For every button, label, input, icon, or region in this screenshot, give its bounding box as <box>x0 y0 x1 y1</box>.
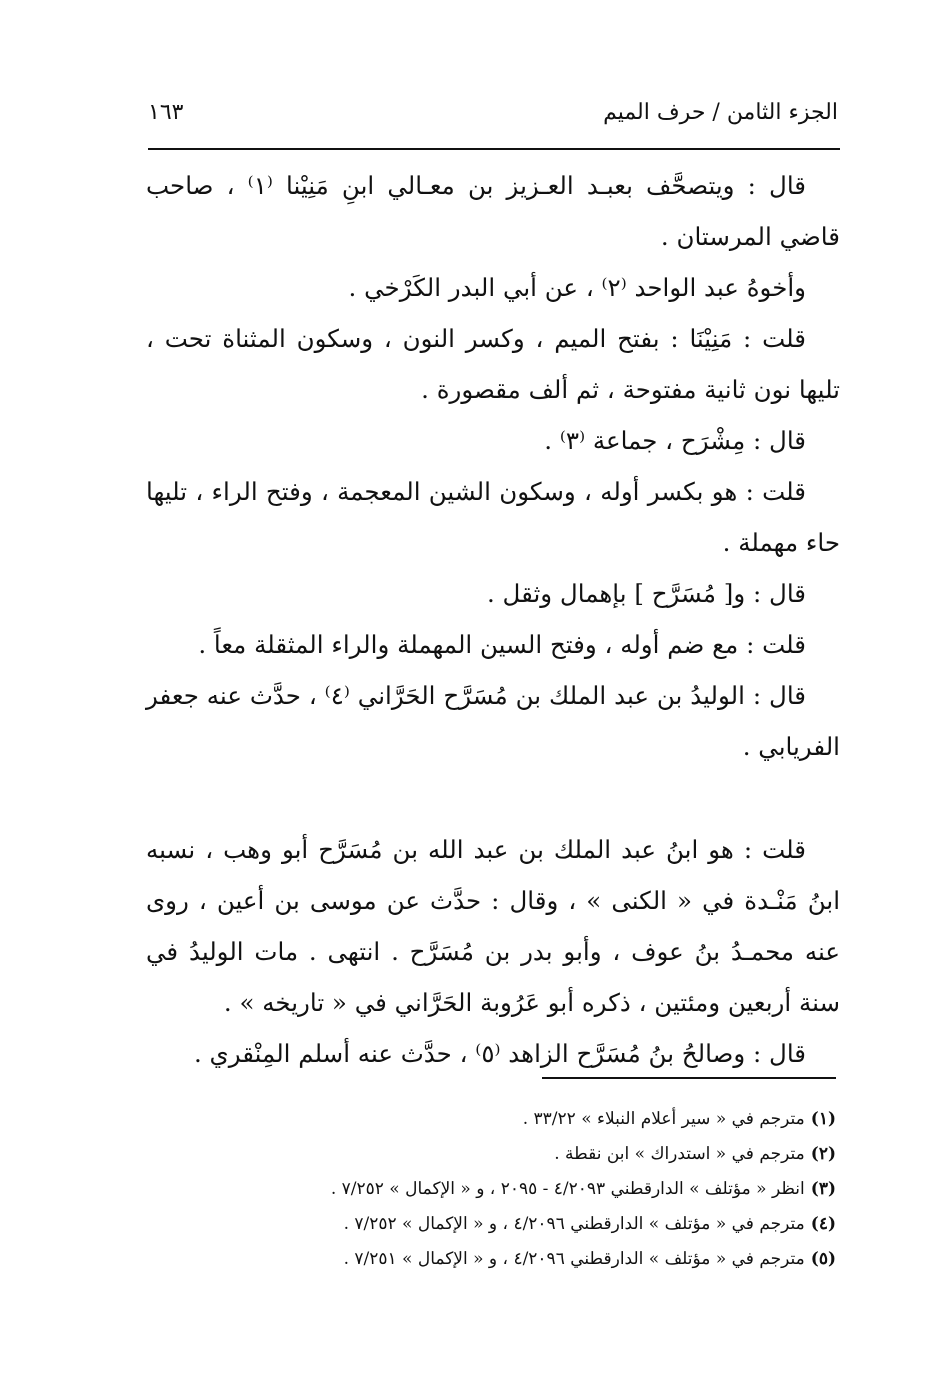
footnote-number: (٤) <box>810 1214 836 1234</box>
footnote-number: (٢) <box>810 1144 836 1164</box>
text-paragraph: قال : وصالحُ بنُ مُسَرَّح الزاهد ⁽٥⁾ ، حدَّث عنه أسلم المِنْقري . <box>193 1039 806 1068</box>
text-paragraph: قال : الوليدُ بن عبد الملك بن مُسَرَّح الحَرَّاني ⁽٤⁾ ، حدَّث عنه جعفر الفريابي . <box>146 681 840 761</box>
text-paragraph: قلت : هو ابنُ عبد الملك بن عبد الله بن مُسَرَّح أبو وهب ، نسبه ابنُ مَنْـدة في « الكنى » ، وقال : حدَّث عن موسى بن أعين ، روى عنه محمـدُ بنُ عوف ، وأبو بدر بن مُسَرَّح . انتهى . مات الوليدُ في سنة أربعين ومئتين ، ذكره أبو عَرُوبة الحَرَّاني في « تاريخه » . <box>146 835 840 1017</box>
text-paragraph: قلت : مع ضم أوله ، وفتح السين المهملة والراء المثقلة معاً . <box>198 630 806 659</box>
text-paragraph: قلت : مَنِيْنَا : بفتح الميم ، وكسر النون ، وسكون المثناة تحت ، تليها نون ثانية مفتوحة ، ثم ألف مقصورة . <box>146 324 840 404</box>
footnote-item <box>240 1242 836 1277</box>
footnote-item <box>240 1172 836 1207</box>
footnote-number: (٣) <box>810 1179 836 1199</box>
footnote-text: انظر « مؤتلف » الدارقطني ٤/٢٠٩٣ - ٢٠٩٥ ، و « الإكمال » ٧/٢٥٢ . <box>330 1179 805 1199</box>
footnote-item <box>240 1207 836 1242</box>
footnote-number: (١) <box>810 1109 836 1129</box>
running-title: الجزء الثامن / حرف الميم <box>603 100 838 125</box>
text-paragraph: قلت : هو بكسر أوله ، وسكون الشين المعجمة ، وفتح الراء ، تليها حاء مهملة . <box>146 477 840 557</box>
footnotes <box>240 1102 836 1277</box>
paragraph-gap <box>146 772 840 824</box>
footnote-item <box>240 1137 836 1172</box>
footnote-text: مترجم في « مؤتلف » الدارقطني ٤/٢٠٩٦ ، و « الإكمال » ٧/٢٥١ . <box>343 1249 805 1269</box>
footnote-text: مترجم في « مؤتلف » الدارقطني ٤/٢٠٩٦ ، و « الإكمال » ٧/٢٥٢ . <box>343 1214 805 1234</box>
text-paragraph: قال : مِشْرَح ، جماعة ⁽٣⁾ . <box>544 426 806 455</box>
page-number: ١٦٣ <box>148 100 184 125</box>
footnote-number: (٥) <box>810 1249 836 1269</box>
footnote-text: مترجم في « استدراك » ابن نقطة . <box>554 1144 805 1164</box>
footnote-rule <box>542 1077 836 1079</box>
page-header <box>148 96 838 136</box>
footnote-item <box>240 1102 836 1137</box>
text-paragraph: قال : ويتصحَّف بعبـد العـزيز بن معـالي ابنِ مَنِيْنا ⁽١⁾ ، صاحب قاضي المرستان . <box>146 171 840 251</box>
text-paragraph: وأخوهُ عبد الواحد ⁽٢⁾ ، عن أبي البدر الكَرْخي . <box>348 273 806 302</box>
header-rule <box>148 148 840 150</box>
main-text <box>146 160 840 1079</box>
text-paragraph: قال : و[ مُسَرَّح ] بإهمال وثقل . <box>486 579 806 608</box>
footnote-text: مترجم في « سير أعلام النبلاء » ٣٣/٢٢ . <box>522 1109 805 1129</box>
